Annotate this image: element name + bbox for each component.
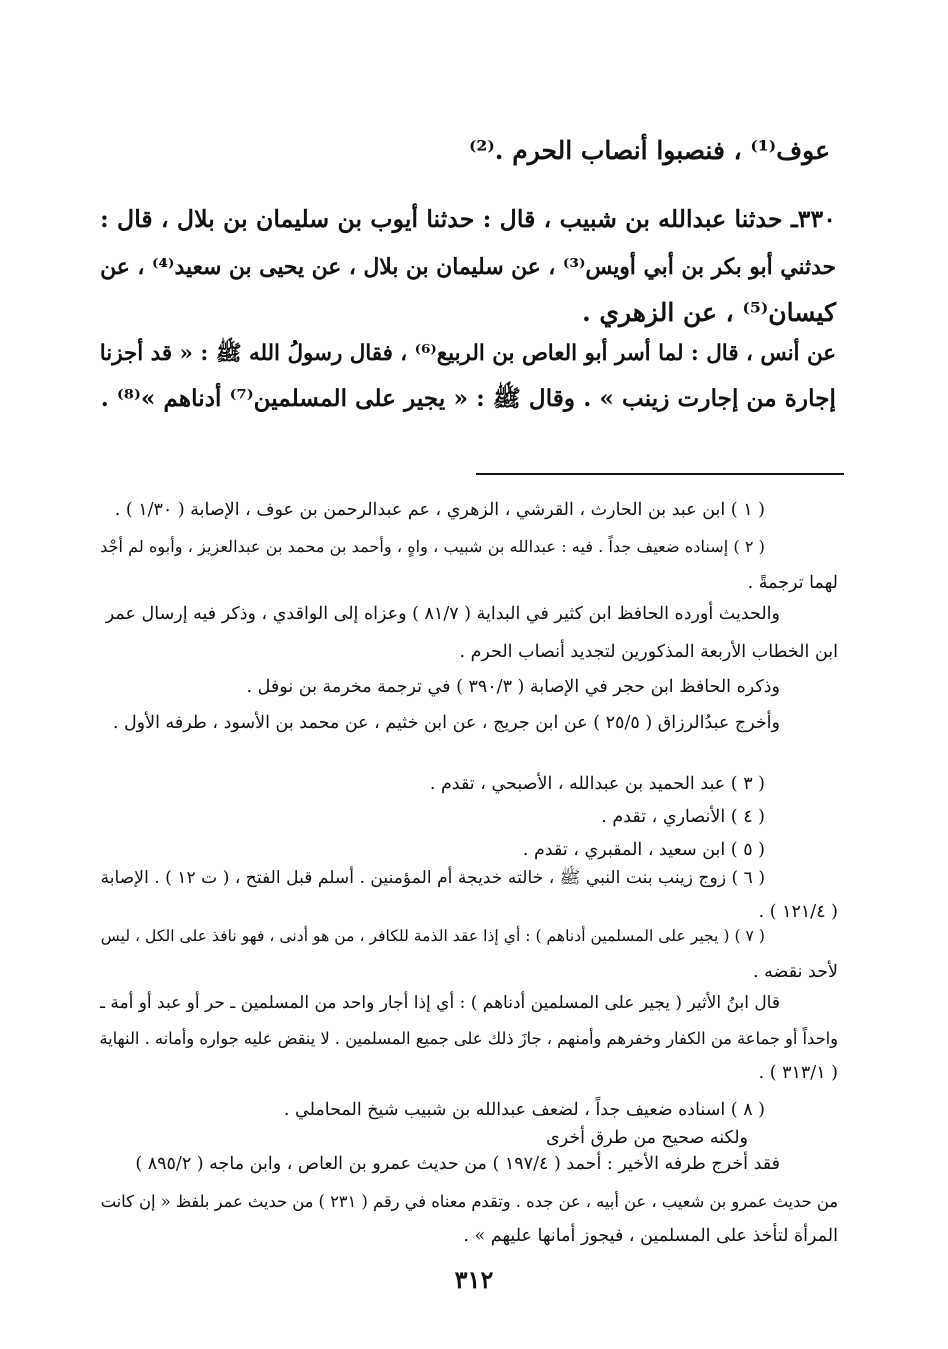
footnote-6-cont: ( ١٢١/٤ ) . — [758, 902, 838, 922]
main-text-line-1: عوف⁽¹⁾ ، فنصبوا أنصاب الحرم .⁽²⁾ — [468, 136, 830, 165]
main-text-line-3: حدثني أبو بكر بن أبي أويس⁽³⁾ ، عن سليمان بن بلال ، عن يحيى بن سعيد⁽⁴⁾ ، عن — [100, 255, 836, 280]
footnote-8-para-1: ولكنه صحيح من طرق أخرى — [546, 1128, 748, 1148]
footnote-3: ( ٣ ) عبد الحميد بن عبدالله ، الأصبحي ، تقدم . — [429, 774, 765, 794]
main-text-line-2: ٣٣٠ـ حدثنا عبدالله بن شبيب ، قال : حدثنا أيوب بن سليمان بن بلال ، قال : — [99, 205, 836, 233]
footnote-1: ( ١ ) ابن عبد بن الحارث ، القرشي ، الزهري ، عم عبدالرحمن بن عوف ، الإصابة ( ١/٣٠ ) . — [114, 500, 765, 520]
footnote-8: ( ٨ ) اسناده ضعيف جداً ، لضعف عبدالله بن شبيب شيخ المحاملي . — [283, 1100, 765, 1120]
footnote-2-cont: لهما ترجمةً . — [747, 573, 838, 593]
footnote-6: ( ٦ ) زوج زينب بنت النبي ﷺ ، خالته خديجة أم المؤمنين . أسلم قبل الفتح ، ( ت ١٢ ) . الإصابة — [100, 868, 765, 888]
footnote-7-cont: لأحد نقضه . — [753, 962, 838, 982]
footnote-8-para-2-cont: من حديث عمرو بن شعيب ، عن أبيه ، عن جده . وتقدم معناه في رقم ( ٢٣١ ) من حديث عمر بلفظ « إن كانت — [100, 1192, 838, 1211]
footnote-2-para-3: وأخرج عبدُالرزاق ( ٢٥/٥ ) عن ابن جريج ، عن ابن خثيم ، عن محمد بن الأسود ، طرفه الأول . — [112, 713, 780, 733]
page-number: ٣١٢ — [454, 1265, 494, 1294]
footnote-2-para-1-cont: ابن الخطاب الأربعة المذكورين لتجديد أنصاب الحرم . — [459, 642, 838, 662]
footnote-2: ( ٢ ) إسناده ضعيف جداً . فيه : عبدالله بن شبيب ، واهٍ ، وأحمد بن محمد بن عبدالعزيز ، وأبوه لم أجْد — [100, 537, 765, 556]
main-text-line-6: إجارة من إجارت زينب » . وقال ﷺ : « يجير على المسلمين⁽⁷⁾ أدناهم »⁽⁸⁾ . — [100, 385, 836, 412]
footnote-7-para-1-end: ( ٣١٣/١ ) . — [758, 1063, 838, 1083]
main-text-line-4: كيسان⁽⁵⁾ ، عن الزهري . — [581, 298, 836, 327]
footnote-7-para-1-cont: واحداً أو جماعة من الكفار وخفرهم وأمنهم ، جازَ ذلك على جميع المسلمين . لا ينقض عليه جواره وأمانه . النهاية — [99, 1029, 838, 1048]
main-text-line-5: عن أنس ، قال : لما أسر أبو العاص بن الربيع⁽⁶⁾ ، فقال رسولُ الله ﷺ : « قد أجزنا — [99, 341, 836, 366]
footnote-2-para-2: وذكره الحافظ ابن حجر في الإصابة ( ٣٩٠/٣ ) في ترجمة مخرمة بن نوفل . — [246, 677, 780, 697]
footnote-4: ( ٤ ) الأنصاري ، تقدم . — [601, 807, 765, 827]
footnote-2-para-1: والحديث أورده الحافظ ابن كثير في البداية ( ٨١/٧ ) وعزاه إلى الواقدي ، وذكر فيه إرسال عمر — [105, 604, 780, 624]
footnote-5: ( ٥ ) ابن سعيد ، المقبري ، تقدم . — [522, 840, 765, 860]
footnote-8-para-2-end: المرأة لتأخذ على المسلمين ، فيجوز أمانها عليهم » . — [463, 1226, 838, 1246]
footnote-8-para-2: فقد أخرج طرفه الأخير : أحمد ( ١٩٧/٤ ) من حديث عمرو بن العاص ، وابن ماجه ( ٨٩٥/٢ ) — [135, 1154, 780, 1174]
footnote-7: ( ٧ ) ( يجير على المسلمين أدناهم ) : أي إذا عقد الذمة للكافر ، من هو أدنى ، فهو نافذ على الكل ، ليس — [100, 927, 765, 945]
footnote-7-para-1: قال ابنُ الأثير ( يجير على المسلمين أدناهم ) : أي إذا أجار واحد من المسلمين ـ حر أو عبد أو أمة ـ — [99, 993, 780, 1013]
footnote-separator — [476, 473, 844, 475]
